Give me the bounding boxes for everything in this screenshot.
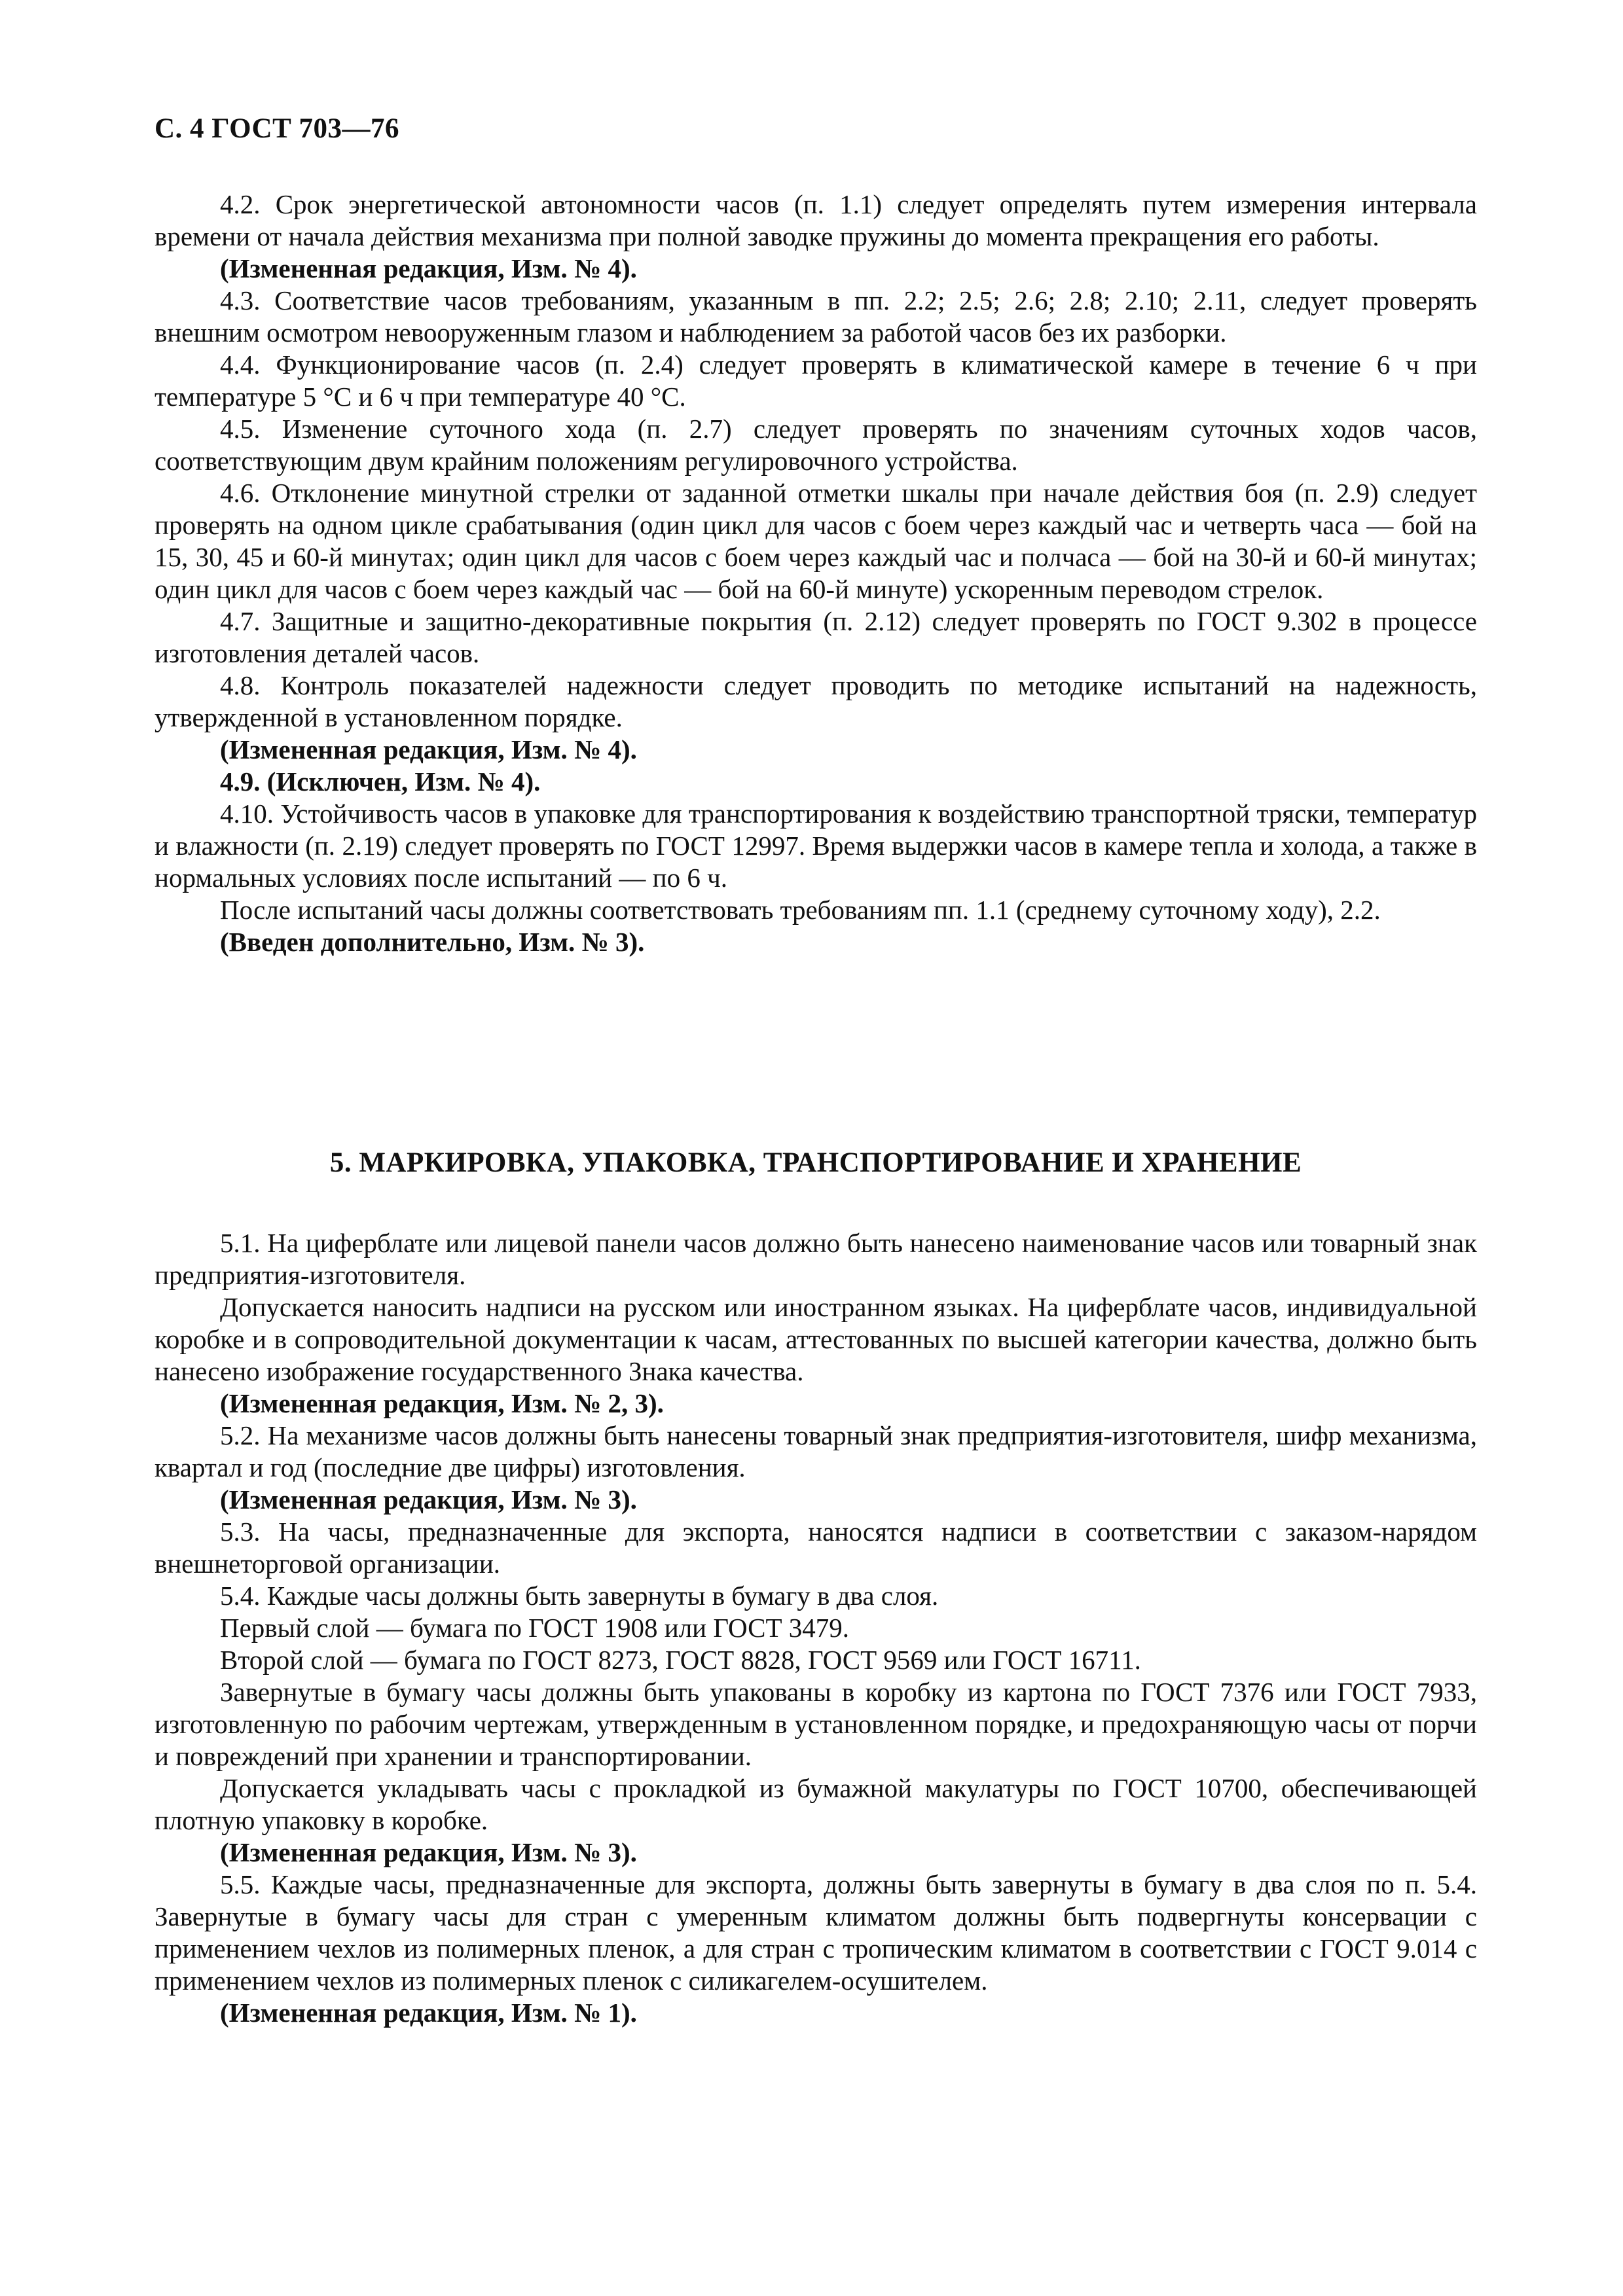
section-5-body (155, 1227, 1477, 2029)
paragraph-4-8: 4.8. Контроль показателей надежности следует проводить по методике испытаний на надежность, утвержденной в установленном порядке. (155, 670, 1477, 732)
paragraph-4-4: 4.4. Функционирование часов (п. 2.4) следует проверять в климатической камере в течение 6 ч при температуре 5 °С и 6 ч при температуре 40 °С. (155, 350, 1477, 412)
paragraph-4-10: 4.10. Устойчивость часов в упаковке для транспортирования к воздействию транспортной тряски, температур и влажности (п. 2.19) следует проверять по ГОСТ 12997. Время выдержки часов в камере тепла и холода, а также в нормальных условиях после испытаний — по 6 ч. (155, 798, 1477, 893)
paragraph-4-9: 4.9. (Исключен, Изм. № 4). (220, 766, 541, 797)
paragraph-4-3: 4.3. Соответствие часов требованиям, указанным в пп. 2.2; 2.5; 2.6; 2.8; 2.10; 2.11, следует проверять внешним осмотром невооруженным глазом и наблюдением за работой часов без их разборки. (155, 285, 1477, 348)
amendment-note: (Измененная редакция, Изм. № 4). (220, 734, 637, 764)
amendment-note: (Измененная редакция, Изм. № 4). (220, 253, 637, 283)
paragraph-5-1: 5.1. На циферблате или лицевой панели часов должно быть нанесено наименование часов или товарный знак предприятия-изготовителя. (155, 1228, 1477, 1290)
paragraph-5-4-box: Завернутые в бумагу часы должны быть упакованы в коробку из картона по ГОСТ 7376 или ГОСТ 7933, изготовленную по рабочим чертежам, утвержденным в установленном порядке, и предохраняющую часы от порчи и повреждений при хранении и транспортировании. (155, 1677, 1477, 1771)
paragraph-4-6: 4.6. Отклонение минутной стрелки от заданной отметки шкалы при начале действия боя (п. 2.9) следует проверять на одном цикле срабатывания (один цикл для часов с боем через каждый час и четверть часа — бой на 15, 30, 45 и 60-й минутах; один цикл для часов с боем через каждый час и полчаса — бой на 30-й и 60-й минутах; один цикл для часов с боем через каждый час — бой на 60-й минуте) ускоренным переводом стрелок. (155, 478, 1477, 604)
amendment-note: (Измененная редакция, Изм. № 3). (220, 1484, 637, 1515)
running-head: С. 4 ГОСТ 703—76 (155, 113, 400, 144)
amendment-note: (Измененная редакция, Изм. № 3). (220, 1837, 637, 1867)
section-4-body (155, 188, 1477, 958)
section-5-title: 5. МАРКИРОВКА, УПАКОВКА, ТРАНСПОРТИРОВАНИЕ И ХРАНЕНИЕ (329, 1147, 1302, 1178)
paragraph-4-5: 4.5. Изменение суточного хода (п. 2.7) следует проверять по значениям суточных ходов часов, соответствующим двум крайним положениям регулировочного устройства. (155, 414, 1477, 476)
paragraph-5-4-padding: Допускается укладывать часы с прокладкой из бумажной макулатуры по ГОСТ 10700, обеспечивающей плотную упаковку в коробке. (155, 1773, 1477, 1835)
paragraph-5-5: 5.5. Каждые часы, предназначенные для экспорта, должны быть завернуты в бумагу в два слоя по п. 5.4. Завернутые в бумагу часы для стран с умеренным климатом должны быть подвергнуты консервации с применением чехлов из полимерных пленок, а для стран с тропическим климатом в соответствии с ГОСТ 9.014 с применением чехлов из полимерных пленок с силикагелем-осушителем. (155, 1869, 1477, 1996)
amendment-note: (Измененная редакция, Изм. № 1). (220, 1998, 637, 2028)
amendment-note: (Введен дополнительно, Изм. № 3). (220, 927, 645, 957)
paragraph-5-2: 5.2. На механизме часов должны быть нанесены товарный знак предприятия-изготовителя, шифр механизма, квартал и год (последние две цифры) изготовления. (155, 1420, 1477, 1482)
paragraph-4-2: 4.2. Срок энергетической автономности часов (п. 1.1) следует определять путем измерения интервала времени от начала действия механизма при полной заводке пружины до момента прекращения его работы. (155, 189, 1477, 251)
paragraph-5-4: 5.4. Каждые часы должны быть завернуты в бумагу в два слоя. (220, 1581, 939, 1611)
amendment-note: (Измененная редакция, Изм. № 2, 3). (220, 1388, 664, 1418)
paragraph-5-4-layer-2: Второй слой — бумага по ГОСТ 8273, ГОСТ 8828, ГОСТ 9569 или ГОСТ 16711. (220, 1645, 1141, 1675)
paragraph-4-10-cont: После испытаний часы должны соответствовать требованиям пп. 1.1 (среднему суточному ходу), 2.2. (220, 895, 1381, 925)
paragraph-4-7: 4.7. Защитные и защитно-декоративные покрытия (п. 2.12) следует проверять по ГОСТ 9.302 в процессе изготовления деталей часов. (155, 606, 1477, 668)
paragraph-5-1-cont: Допускается наносить надписи на русском или иностранном языках. На циферблате часов, индивидуальной коробке и в сопроводительной документации к часам, аттестованных по высшей категории качества, должно быть нанесено изображение государственного Знака качества. (155, 1292, 1477, 1386)
paragraph-5-3: 5.3. На часы, предназначенные для экспорта, наносятся надписи в соответствии с заказом-нарядом внешнеторговой организации. (155, 1516, 1477, 1579)
paragraph-5-4-layer-1: Первый слой — бумага по ГОСТ 1908 или ГОСТ 3479. (220, 1613, 850, 1643)
